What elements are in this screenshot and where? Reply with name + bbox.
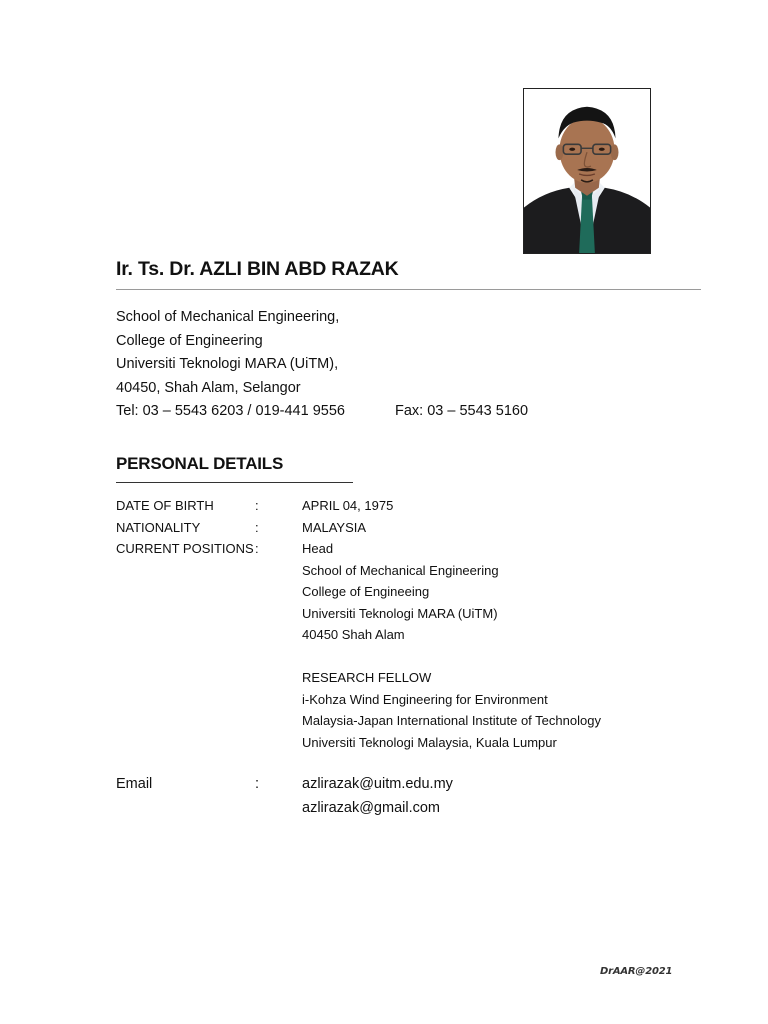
fax-text: Fax: 03 – 5543 5160: [395, 403, 529, 420]
profile-photo: [523, 88, 651, 254]
contact-phone-line: [116, 400, 529, 424]
telephone-text: Tel: 03 – 5543 6203 / 019-441 9556: [116, 403, 345, 420]
section-title-personal-details: PERSONAL DETAILS: [116, 454, 284, 473]
detail-label: CURRENT POSITIONS: [116, 541, 254, 556]
email-label: Email: [116, 776, 153, 792]
detail-value: MALAYSIA: [302, 519, 367, 535]
detail-label: NATIONALITY: [116, 519, 201, 535]
section-divider: [116, 482, 353, 483]
position-line: i-Kohza Wind Engineering for Environment: [302, 691, 548, 707]
position-line: School of Mechanical Engineering: [302, 562, 499, 578]
address-line: Universiti Teknologi MARA (UiTM),: [116, 356, 339, 373]
author-signature: DrAAR@2021: [600, 966, 673, 977]
address-line: School of Mechanical Engineering,: [116, 309, 340, 325]
portrait-illustration: [524, 89, 650, 253]
name-divider: [116, 289, 701, 290]
position-line: 40450 Shah Alam: [302, 627, 405, 642]
person-name: Ir. Ts. Dr. AZLI BIN ABD RAZAK: [116, 258, 399, 280]
detail-value: APRIL 04, 1975: [302, 498, 394, 513]
detail-label: DATE OF BIRTH: [116, 498, 214, 513]
email-address: azlirazak@gmail.com: [302, 800, 441, 816]
detail-separator: :: [255, 541, 259, 556]
detail-separator: :: [255, 519, 259, 535]
address-block: [116, 306, 529, 424]
position-line: Universiti Teknologi MARA (UiTM): [302, 605, 498, 621]
position-line: Universiti Teknologi Malaysia, Kuala Lumpur: [302, 734, 557, 750]
address-line: 40450, Shah Alam, Selangor: [116, 379, 301, 396]
position-line: RESEARCH FELLOW: [302, 670, 432, 685]
position-line: College of Engineeing: [302, 584, 430, 599]
position-line: Malaysia-Japan International Institute of Technology: [302, 713, 601, 728]
email-address: azlirazak@uitm.edu.my: [302, 776, 453, 792]
email-separator: :: [255, 776, 260, 792]
address-line: College of Engineering: [116, 332, 263, 349]
position-line: Head: [302, 541, 334, 556]
detail-separator: :: [255, 498, 259, 513]
